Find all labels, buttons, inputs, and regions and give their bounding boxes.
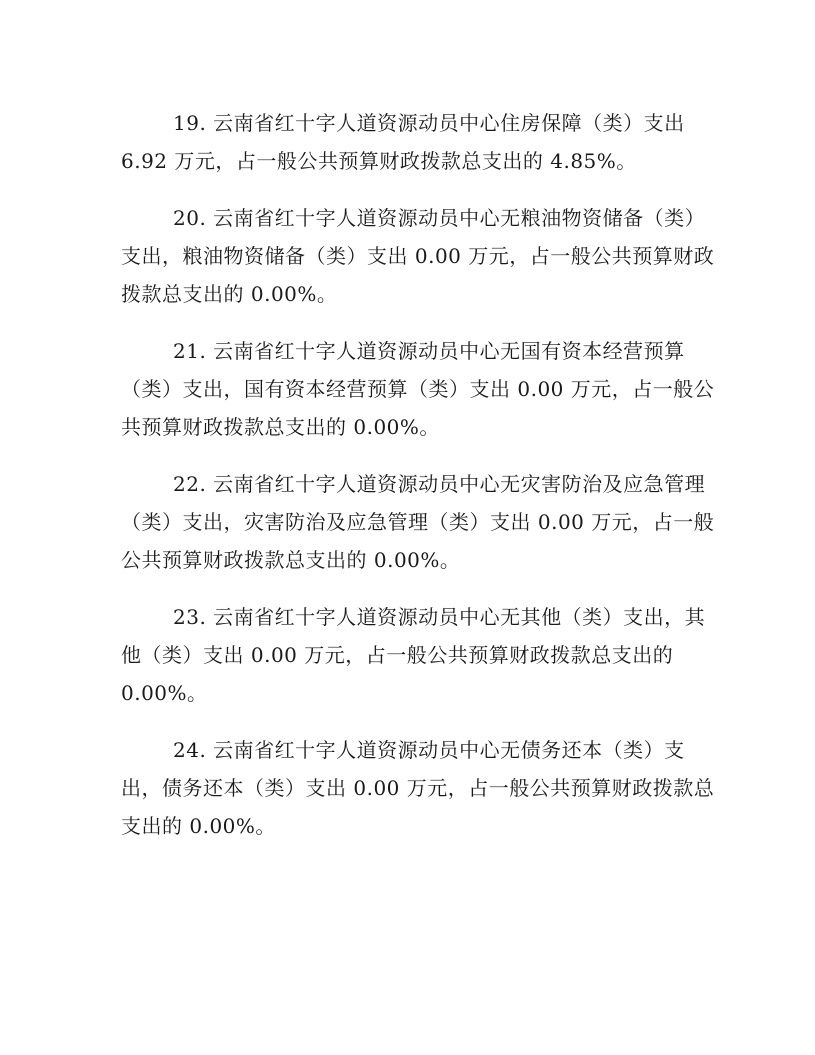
paragraph-20 bbox=[121, 199, 715, 313]
paragraph-line: 出，债务还本（类）支出 0.00 万元，占一般公共预算财政拨款总 bbox=[121, 776, 715, 800]
paragraph-line: 24. 云南省红十字人道资源动员中心无债务还本（类）支 bbox=[173, 738, 685, 762]
paragraph-line: 共预算财政拨款总支出的 0.00%。 bbox=[121, 415, 440, 439]
paragraph-23 bbox=[121, 598, 706, 712]
paragraph-19 bbox=[121, 104, 701, 180]
paragraph-line: 22. 云南省红十字人道资源动员中心无灾害防治及应急管理 bbox=[173, 472, 706, 496]
paragraph-line: 公共预算财政拨款总支出的 0.00%。 bbox=[121, 548, 461, 572]
paragraph-line: 20. 云南省红十字人道资源动员中心无粮油物资储备（类） bbox=[173, 206, 706, 230]
paragraph-24 bbox=[121, 731, 715, 845]
paragraph-22 bbox=[121, 465, 715, 579]
paragraph-line: 0.00%。 bbox=[121, 681, 208, 705]
paragraph-line: 6.92 万元，占一般公共预算财政拨款总支出的 4.85%。 bbox=[121, 149, 637, 173]
paragraph-21 bbox=[121, 332, 715, 446]
paragraph-line: 支出，粮油物资储备（类）支出 0.00 万元，占一般公共预算财政 bbox=[121, 244, 715, 268]
paragraph-line: 23. 云南省红十字人道资源动员中心无其他（类）支出，其 bbox=[173, 605, 706, 629]
paragraph-line: 拨款总支出的 0.00%。 bbox=[121, 282, 338, 306]
paragraph-line: 他（类）支出 0.00 万元，占一般公共预算财政拨款总支出的 bbox=[121, 643, 674, 667]
paragraph-line: 支出的 0.00%。 bbox=[121, 814, 276, 838]
paragraph-line: （类）支出，国有资本经营预算（类）支出 0.00 万元，占一般公 bbox=[121, 377, 715, 401]
paragraph-line: 21. 云南省红十字人道资源动员中心无国有资本经营预算 bbox=[173, 339, 685, 363]
paragraph-line: （类）支出，灾害防治及应急管理（类）支出 0.00 万元，占一般 bbox=[121, 510, 715, 534]
paragraph-line: 19. 云南省红十字人道资源动员中心住房保障（类）支出 bbox=[173, 111, 685, 135]
